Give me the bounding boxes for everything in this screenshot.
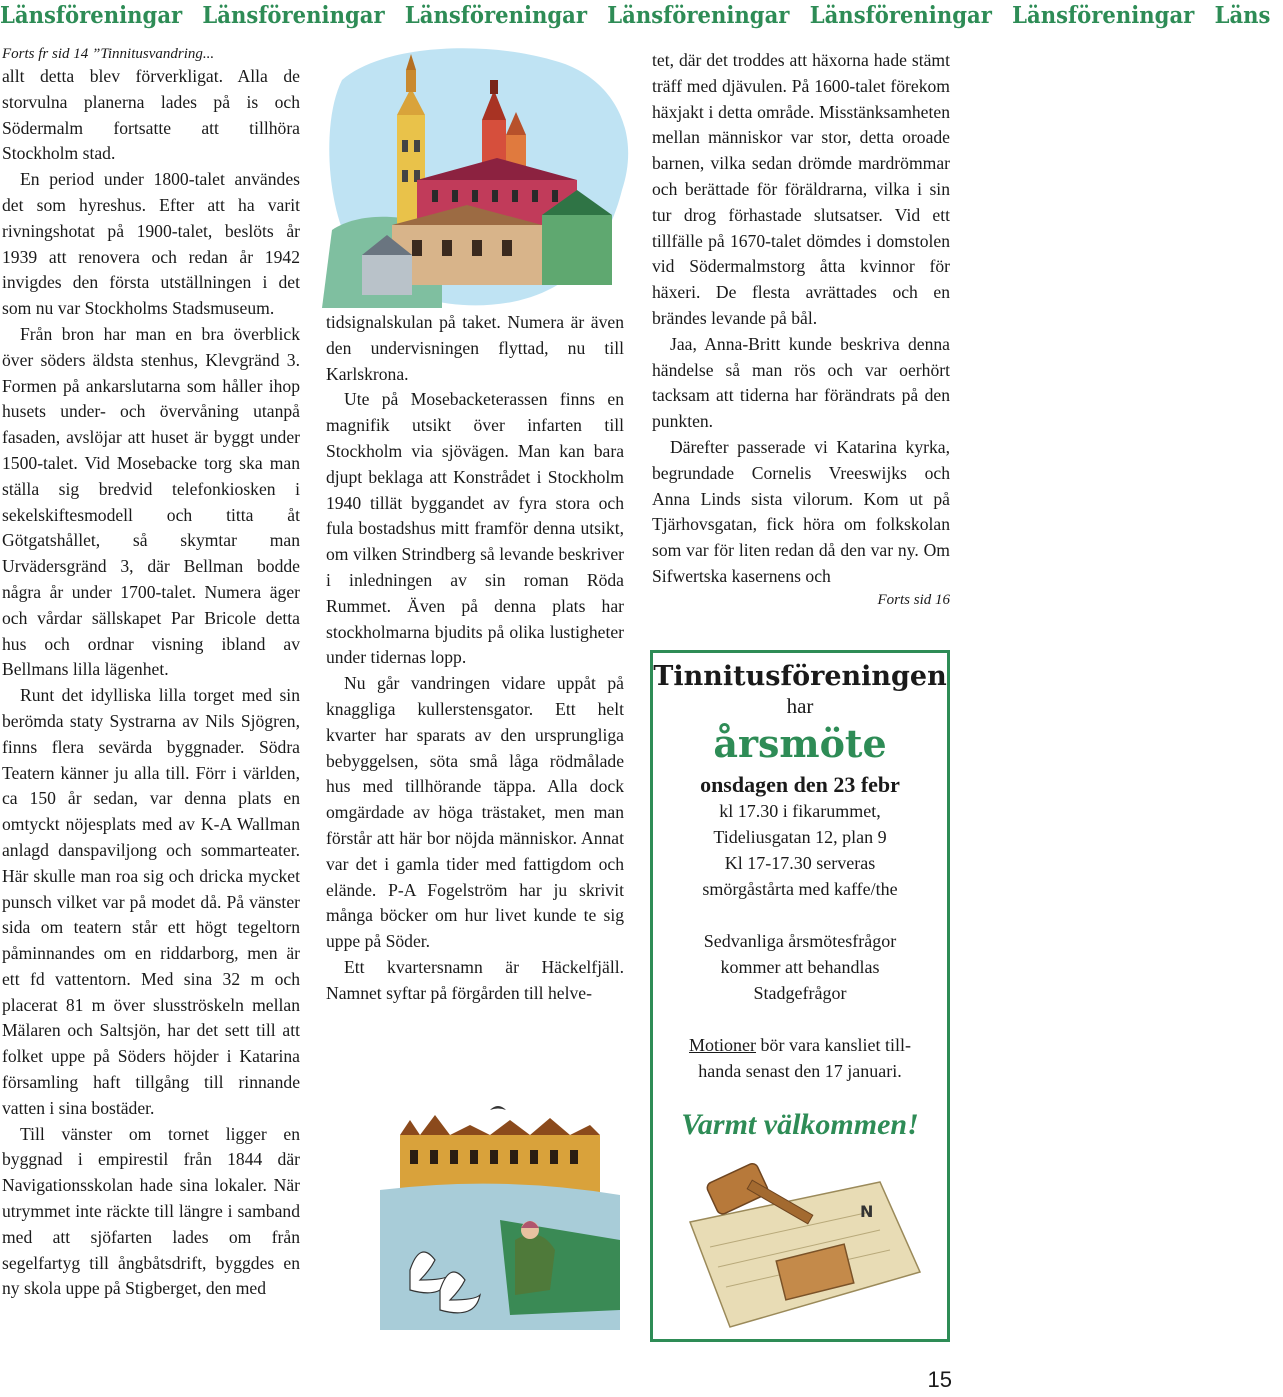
box-motioner-line (653, 1032, 947, 1058)
paragraph: Därefter passerade vi Katarina kyrka, begrundade Cornelis Vreeswijks och Anna Linds sista vilorum. Kom ut på Tjärhovsgatan, fick höra om folkskolan som var för liten redan då den var ny. Om Sifwertska kasernens och (652, 436, 950, 586)
box-line-rest: bör vara kansliet till- (756, 1035, 911, 1055)
box-line: smörgåstårta med kaffe/the (702, 879, 898, 899)
header-word: Länsföreningar (809, 2, 992, 29)
paragraph: tidsignalskulan på taket. Numera är även den undervisningen flyttad, nu till Karlskrona. (326, 312, 624, 384)
page-number: 15 (927, 1367, 952, 1392)
castle-city-illustration (322, 40, 644, 308)
section-header (0, 2, 1271, 40)
article-column-2 (326, 310, 624, 1007)
paragraph: Till vänster om tornet ligger en byggnad i empirestil från 1844 där Navigationsskolan hade sina lokaler. När utrymmet inte räckte till längre i samband med att sjöfarten lades om från segelfartyg till ångbåtsdrift, byggdes en ny skola uppe på Stigberget, den med (2, 1123, 300, 1299)
paragraph: Jaa, Anna-Britt kunde beskriva denna händelse så man rös och var oerhört tacksam att tiderna har förändrats på den punkten. (652, 333, 950, 432)
box-line: kl 17.30 i fikarummet, (719, 801, 881, 821)
svg-text:N: N (860, 1202, 874, 1221)
paragraph: Ett kvartersnamn är Häckelfjäll. Namnet syftar på förgården till helve- (326, 956, 624, 1003)
box-line: Stadgefrågor (753, 983, 847, 1003)
paragraph: tet, där det troddes att häxorna hade stämt träff med djävulen. På 1600-talet förekom häxjakt i detta område. Misstänksamheten mellan människor var stor, detta oroade barnen, vilka sedan drömde mardrömmar och berättade för föräldrarna, vilka i sin tur drog förhastade slutsatser. Vid ett tillfälle på 1670-talet dömdes i domstolen vid Södermalmstorg åtta kvinnor för häxeri. De flesta avrättades och en brändes levande på bål. (652, 50, 950, 328)
box-date: onsdagen den 23 febr (700, 772, 900, 797)
paragraph: Ute på Mosebacketerassen finns en magnifik utsikt över infarten till Stockholm via sjövägen. Man kan bara djupt beklaga att Konstrådet i Stockholm 1940 tillät byggandet av fyra stora och fula bostadshus mitt framför denna utsikt, om vilken Strindberg så levande beskriver i inledningen av sin roman Röda Rummet. Även på denna plats har stockholmarna bjudits på olika lustigheter under tidernas lopp. (326, 389, 624, 668)
header-word: Länsföreningar (0, 2, 183, 29)
continued-on-label: Forts sid 16 (877, 591, 950, 608)
paragraph: Nu går vandringen vidare uppåt på knaggliga kullerstensgator. Ett helt kvarter har sparats av den ursprungliga bebyggelsen, söta små låga rödmålade hus med tillhörande täppa. Alla dock omgärdade av höga trästaket, men man förstår att här bor nöjda människor. Annat var det i gamla tider med fattigdom och elände. P-A Fogelström har ju skrivit många böcker om hur livet kunde te sig uppe på Söder. (326, 673, 624, 952)
box-line: Tideliusgatan 12, plan 9 (713, 827, 887, 847)
city-swans-woman-illustration (380, 1090, 620, 1330)
article-column-3 (652, 48, 950, 610)
article-column-1 (2, 44, 300, 1302)
box-line: Sedvanliga årsmötesfrågor (703, 931, 897, 951)
motioner-label: Motioner (689, 1035, 757, 1055)
header-word: Länsföreningar (607, 2, 790, 29)
gavel-illustration (670, 1152, 930, 1342)
box-arsmote: årsmöte (713, 721, 887, 766)
box-title: Tinnitusföreningen (653, 661, 947, 692)
header-word: Länsföreningar (404, 2, 588, 29)
paragraph: allt detta blev förverkligat. Alla de storvulna planerna lades på is och Södermalm fortsatte att tillhöra Stockholm stad. (2, 66, 300, 164)
meeting-announcement-box (650, 650, 950, 1342)
box-har: har (786, 694, 814, 718)
header-word: Läns (1214, 2, 1271, 29)
header-word: Länsföreningar (202, 2, 385, 29)
welcome-text: Varmt välkommen! (681, 1108, 919, 1141)
box-line: kommer att behandlas (720, 957, 880, 977)
header-word: Länsföreningar (1012, 2, 1195, 29)
paragraph: Runt det idylliska lilla torget med sin berömda staty Systrarna av Nils Sjögren, finns flera sevärda byggnader. Södra Teatern känner ju alla till. Förr i världen, ca 150 år sedan, var denna plats en omtyckt nöjesplats med av K-A Wallman anlagd danspaviljong och sommarteater. Här skulle man roa sig och dricka mycket punsch vilket var på modet då. På vänster sida om teatern står ett högt tegeltorn påminnandes om en riddarborg, men är ett fd vattentorn. Med sina 32 m och placerat 81 m över slusströskeln mellan Mälaren och Saltsjön, har det sett till att folket uppe på Söders höjder i Katarina församling haft tillgång till rinnande vatten i sina bostäder. (2, 685, 300, 1118)
paragraph: En period under 1800-talet användes det som hyreshus. Efter att ha varit rivningshotat på 1900-talet, beslöts år 1939 att renovera och redan år 1942 invigdes den första utställningen i det som nu var Stockholms Stadsmuseum. (2, 169, 300, 319)
continued-from-label: Forts fr sid 14 ”Tinnitusvandring... (2, 46, 215, 62)
paragraph: Från bron har man en bra överblick över söders äldsta stenhus, Klevgränd 3. Formen på ankarslutarna som håller ihop husets under- och övervåning utanpå fasaden, avslöjar att huset är byggt under 1500-talet. Vid Mosebacke torg ska man ställa sig bredvid telefonkiosken i sekelskiftesmodell och titta åt Götgatshållet, så skymtar man Urvädersgränd 3, där Bellman bodde några år under 1700-talet. Numera äger och vårdar sällskapet Par Bricole detta hus och ordnar visning ibland av Bellmans lilla lägenhet. (2, 323, 300, 680)
box-line: Kl 17-17.30 serveras (724, 853, 876, 873)
box-line: handa senast den 17 januari. (698, 1061, 902, 1081)
